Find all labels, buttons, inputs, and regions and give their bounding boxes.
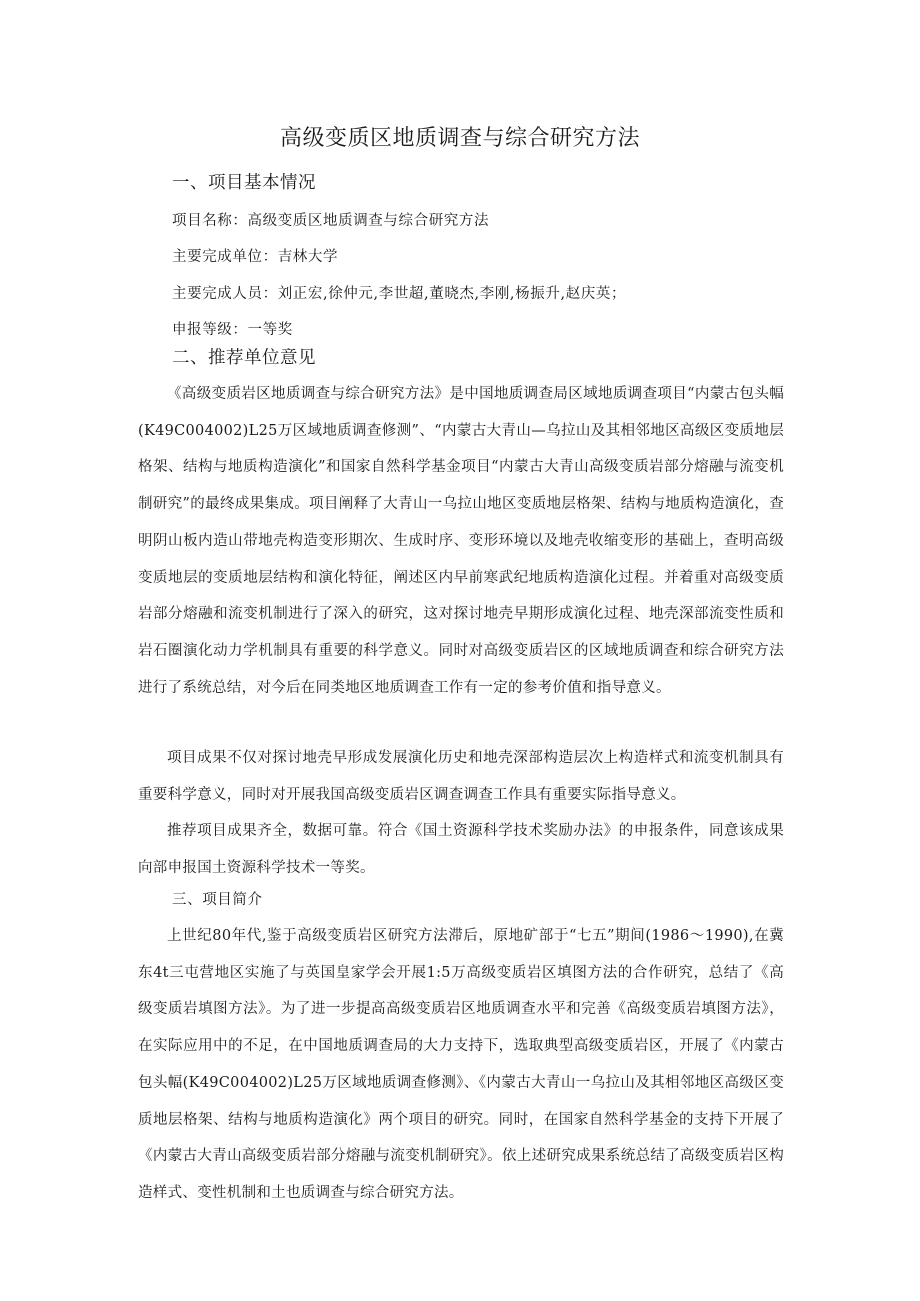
section-heading-recommendation: 二、推荐单位意见 <box>172 348 316 368</box>
main-unit-line: 主要完成单位：吉林大学 <box>172 249 339 265</box>
recommendation-paragraph-1: 《高级变质岩区地质调查与综合研究方法》是中国地质调查局区域地质调查项目“内蒙古包头幅(K49C004002)L25万区域地质调查修测”、“内蒙古大青山—乌拉山及其相邻地区高级区变质地层格架、结构与地质构造演化”和国家自然科学基金项目“内蒙古大青山高级变质岩部分熔融与流变机制研究”的最终成果集成。项目阐释了大青山一乌拉山地区变质地层格架、结构与地质构造演化，查明阴山板内造山带地壳构造变形期次、生成时序、变形环境以及地壳收缩变形的基础上，查明高级变质地层的变质地层结构和演化特征，阐述区内早前寒武纪地质构造演化过程。并着重对高级变质岩部分熔融和流变机制进行了深入的研究，这对探讨地壳早期形成演化过程、地壳深部流变性质和岩石圈演化动力学机制具有重要的科学意义。同时对高级变质岩区的区域地质调查和综合研究方法进行了系统总结，对今后在同类地区地质调查工作有一定的参考价值和指导意义。 <box>138 386 784 696</box>
recommendation-paragraph-3: 推荐项目成果齐全，数据可靠。符合《国土资源科学技术奖励办法》的申报条件，同意该成果向部申报国土资源科学技术一等奖。 <box>138 823 784 876</box>
project-name-line: 项目名称：高级变质区地质调查与综合研究方法 <box>172 213 490 229</box>
main-people-line: 主要完成人员：刘正宏,徐仲元,李世超,董晓杰,李刚,杨振升,赵庆英； <box>172 286 627 302</box>
recommendation-paragraph-2: 项目成果不仅对探讨地壳早形成发展演化历史和地壳深部构造层次上构造样式和流变机制具有重要科学意义，同时对开展我国高级变质岩区调查调查工作具有重要实际指导意义。 <box>138 750 784 803</box>
section-heading-introduction: 三、项目简介 <box>172 892 263 908</box>
award-level-line: 申报等级：一等奖 <box>172 322 293 338</box>
document-title: 高级变质区地质调查与综合研究方法 <box>279 126 640 151</box>
section-heading-basic-info: 一、项目基本情况 <box>172 173 316 193</box>
introduction-paragraph-1: 上世纪80年代,鉴于高级变质岩区研究方法滞后，原地矿部于“七五”期间(1986～1990),在冀东4t三屯营地区实施了与英国皇家学会开展1:5万高级变质岩区填图方法的合作研究，总结了《高级变质岩填图方法》。为了进一步提高高级变质岩区地质调查水平和完善《高级变质岩填图方法》，在实际应用中的不足，在中国地质调查局的大力支持下，选取典型高级变质岩区，开展了《内蒙古包头幅(K49C004002)L25万区域地质调查修测》、《内蒙古大青山一乌拉山及其相邻地区高级区变质地层格架、结构与地质构造演化》两个项目的研究。同时，在国家自然科学基金的支持下开展了《内蒙古大青山高级变质岩部分熔融与流变机制研究》。依上述研究成果系统总结了高级变质岩区构造样式、变性机制和土也质调查与综合研究方法。 <box>138 928 784 1201</box>
